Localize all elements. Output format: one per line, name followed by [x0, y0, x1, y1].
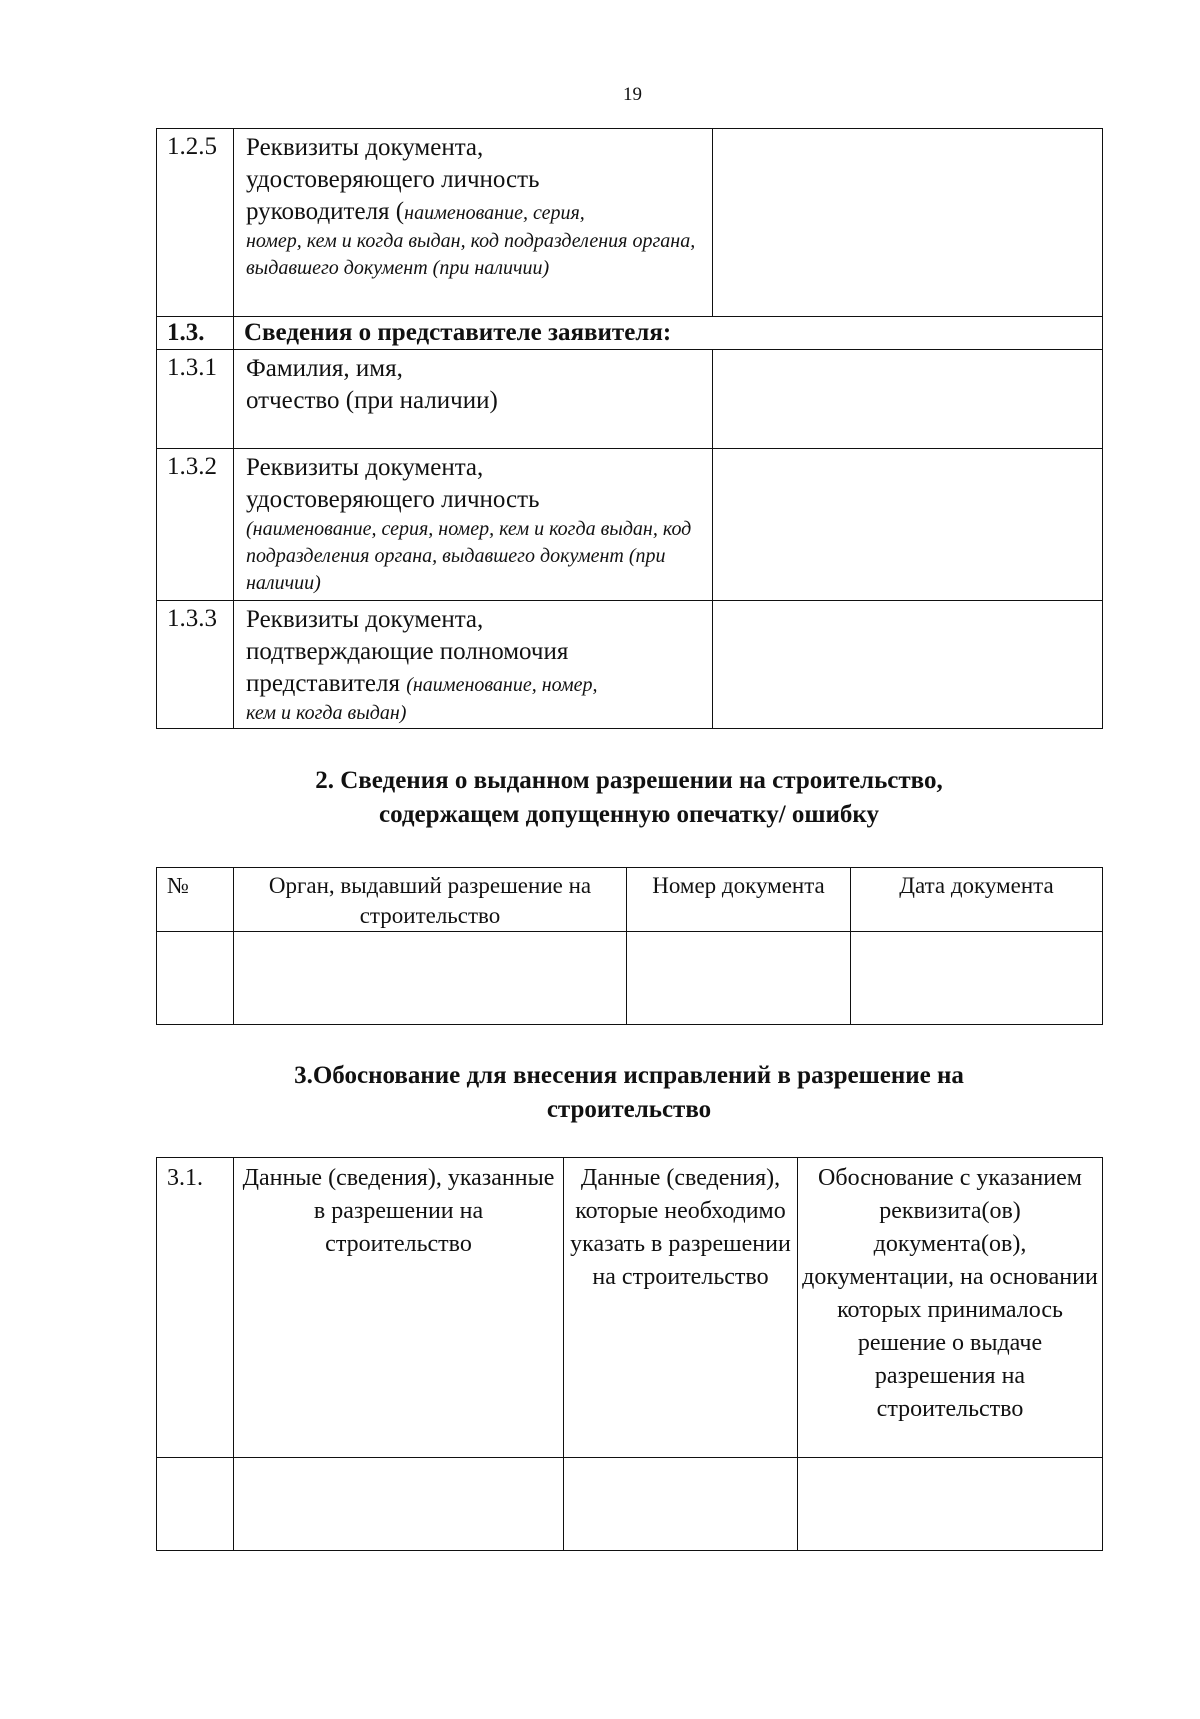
corrections-table	[156, 1157, 1103, 1551]
applicant-details-table	[156, 128, 1103, 729]
table-header-row	[157, 868, 1103, 932]
hint-text: (наименование, номер,	[406, 674, 598, 696]
column-header-issuer: Орган, выдавший разрешение на строительство	[234, 868, 627, 932]
table-row	[157, 1458, 1103, 1551]
row-number: 1.3.3	[157, 601, 234, 729]
label-text: представителя	[246, 670, 407, 697]
hint-text: номер, кем и когда выдан, код подразделения органа, выдавшего документ (при наличии)	[246, 230, 696, 279]
column-header-doc-date: Дата документа	[851, 868, 1103, 932]
column-header-number: №	[157, 868, 234, 932]
issued-permit-table	[156, 867, 1103, 1025]
cell-issuer[interactable]	[234, 932, 627, 1025]
cell-number[interactable]	[157, 932, 234, 1025]
row-number: 1.2.5	[157, 129, 234, 317]
label-line: удостоверяющего личность	[246, 486, 540, 513]
label-line	[246, 668, 708, 700]
value-cell[interactable]	[713, 129, 1103, 317]
row-number: 1.3.2	[157, 449, 234, 601]
row-number: 1.3.	[157, 317, 234, 350]
column-header-justification: Обоснование с указанием реквизита(ов) документа(ов), документации, на основании которых принималось решение о выдаче разрешения на строительство	[798, 1158, 1103, 1458]
cell-current-data[interactable]	[234, 1458, 564, 1551]
cell-number[interactable]	[157, 1458, 234, 1551]
hint-text: кем и когда выдан)	[246, 702, 407, 724]
label-line: подтверждающие полномочия	[246, 638, 569, 665]
table-row	[157, 129, 1103, 317]
page-number: 19	[623, 84, 642, 105]
label-line: Фамилия, имя,	[246, 355, 403, 382]
column-header-doc-number: Номер документа	[627, 868, 851, 932]
label-line: Реквизиты документа,	[246, 134, 484, 161]
section-2-title	[156, 764, 1102, 832]
label-line: удостоверяющего личность	[246, 166, 540, 193]
value-cell[interactable]	[713, 350, 1103, 449]
table-row	[157, 601, 1103, 729]
section-label: Сведения о представителе заявителя:	[234, 317, 1103, 350]
title-line: 2. Сведения о выданном разрешении на строительство,	[315, 767, 943, 794]
cell-doc-date[interactable]	[851, 932, 1103, 1025]
table-row	[157, 350, 1103, 449]
row-label	[234, 449, 713, 601]
cell-new-data[interactable]	[564, 1458, 798, 1551]
label-line: отчество (при наличии)	[246, 387, 498, 414]
label-line: Реквизиты документа,	[246, 454, 484, 481]
title-line: 3.Обоснование для внесения исправлений в разрешение на	[294, 1062, 964, 1089]
row-label	[234, 350, 713, 449]
row-label	[234, 129, 713, 317]
label-line	[246, 196, 708, 228]
table-row	[157, 449, 1103, 601]
title-line: строительство	[546, 1096, 712, 1123]
cell-justification[interactable]	[798, 1458, 1103, 1551]
column-header-number: 3.1.	[157, 1158, 234, 1458]
cell-doc-number[interactable]	[627, 932, 851, 1025]
label-text: руководителя (	[246, 198, 405, 225]
hint-text: (наименование, серия, номер, кем и когда выдан, код подразделения органа, выдавшего документ (при наличии)	[246, 518, 692, 594]
hint-text: наименование, серия,	[404, 202, 585, 224]
column-header-current-data: Данные (сведения), указанные в разрешении на строительство	[234, 1158, 564, 1458]
value-cell[interactable]	[713, 601, 1103, 729]
table-row	[157, 317, 1103, 350]
value-cell[interactable]	[713, 449, 1103, 601]
title-line: содержащем допущенную опечатку/ ошибку	[379, 801, 879, 828]
row-label	[234, 601, 713, 729]
table-header-row	[157, 1158, 1103, 1458]
column-header-new-data: Данные (сведения), которые необходимо указать в разрешении на строительство	[564, 1158, 798, 1458]
label-line: Реквизиты документа,	[246, 606, 484, 633]
table-row	[157, 932, 1103, 1025]
section-3-title	[156, 1059, 1102, 1127]
row-number: 1.3.1	[157, 350, 234, 449]
